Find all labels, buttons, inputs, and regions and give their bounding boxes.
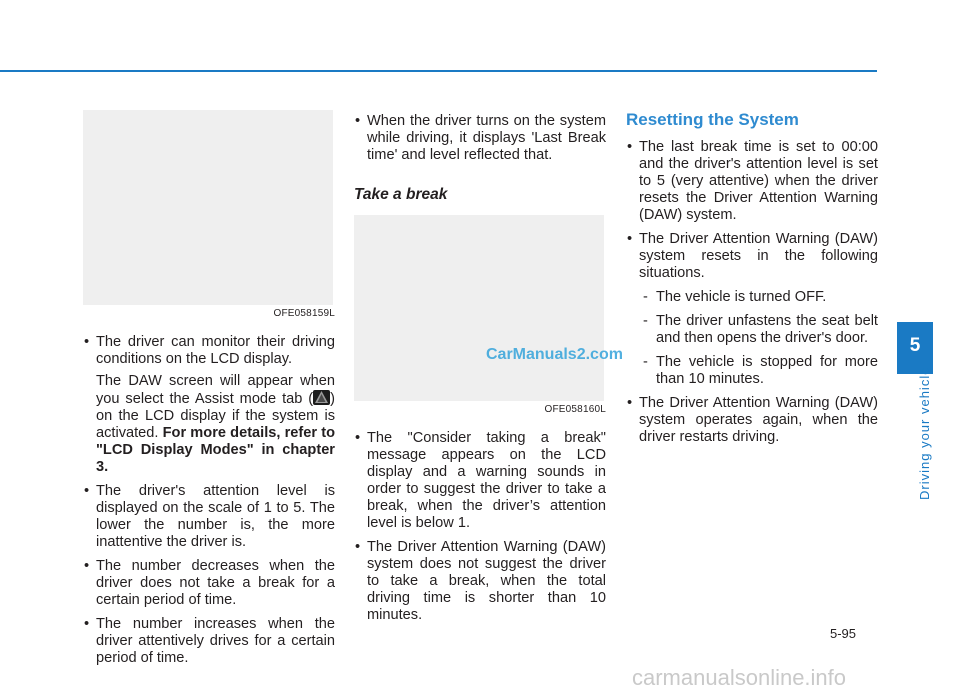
col1-bullet1-sub-bold: For more details, refer to "LCD Display Modes" in chapter 3.	[96, 425, 335, 475]
figure-2-label: OFE058160L	[544, 404, 606, 415]
page-number: 5-95	[830, 626, 857, 641]
col1-bullet1-sub-a: The DAW screen will appear when you select the Assist mode tab (	[96, 373, 335, 407]
list-item	[626, 231, 878, 388]
col1-bullet1-sub-b: ) on the LCD display if the system is activated.	[96, 391, 335, 441]
column-2	[354, 113, 606, 631]
figure-1-image	[83, 110, 333, 305]
dash-item: - The vehicle is turned OFF.	[639, 289, 878, 306]
take-a-break-heading: Take a break	[354, 186, 448, 203]
dash-item: - The driver unfastens the seat belt and then opens the driver's door.	[639, 313, 878, 347]
list-item	[83, 334, 335, 476]
assist-mode-tab-icon	[313, 390, 330, 405]
list-item: • The driver's attention level is displayed on the scale of 1 to 5. The lower the number is, the more inattentive the driver is.	[83, 483, 335, 551]
header-rule	[0, 70, 877, 72]
list-item: • The number increases when the driver attentively drives for a certain period of time.	[83, 616, 335, 667]
footer-watermark: carmanualsonline.info	[632, 665, 847, 690]
dash-item: - The vehicle is stopped for more than 10 minutes.	[639, 354, 878, 388]
col1-bullet-list	[83, 334, 335, 667]
list-item: • The Driver Attention Warning (DAW) system does not suggest the driver to take a break, when the total driving time is shorter than 10 minutes.	[354, 539, 606, 624]
col2-bullet-list-top	[354, 113, 606, 164]
list-item: • The "Consider taking a break" message appears on the LCD display and a warning sounds in order to suggest the driver to take a break, when the driver’s attention level is below 1.	[354, 430, 606, 532]
col3-bullet-list	[626, 139, 878, 446]
column-1	[83, 110, 335, 674]
list-item: • The number decreases when the driver does not take a break for a certain period of time.	[83, 558, 335, 609]
chapter-number-tab: 5	[897, 322, 933, 374]
resetting-heading: Resetting the System	[626, 110, 799, 129]
list-item: • When the driver turns on the system while driving, it displays 'Last Break time' and level reflected that.	[354, 113, 606, 164]
col3-dash-list	[639, 289, 878, 388]
col1-bullet1-text: The driver can monitor their driving conditions on the LCD display.	[96, 334, 335, 367]
watermark: CarManuals2.com	[486, 346, 623, 363]
list-item: • The last break time is set to 00:00 and the driver's attention level is set to 5 (very attentive) when the driver resets the Driver Attention Warning (DAW) system.	[626, 139, 878, 224]
list-item: • The Driver Attention Warning (DAW) system operates again, when the driver restarts driving.	[626, 395, 878, 446]
col3-bullet2-text: The Driver Attention Warning (DAW) system resets in the following situations.	[639, 231, 878, 281]
figure-1-label: OFE058159L	[273, 308, 335, 319]
chapter-title: Driving your vehicle	[917, 366, 932, 500]
col2-bullet-list	[354, 430, 606, 624]
column-3	[626, 110, 878, 453]
col1-bullet1-sub	[96, 373, 335, 476]
figure-2-image	[354, 215, 604, 401]
